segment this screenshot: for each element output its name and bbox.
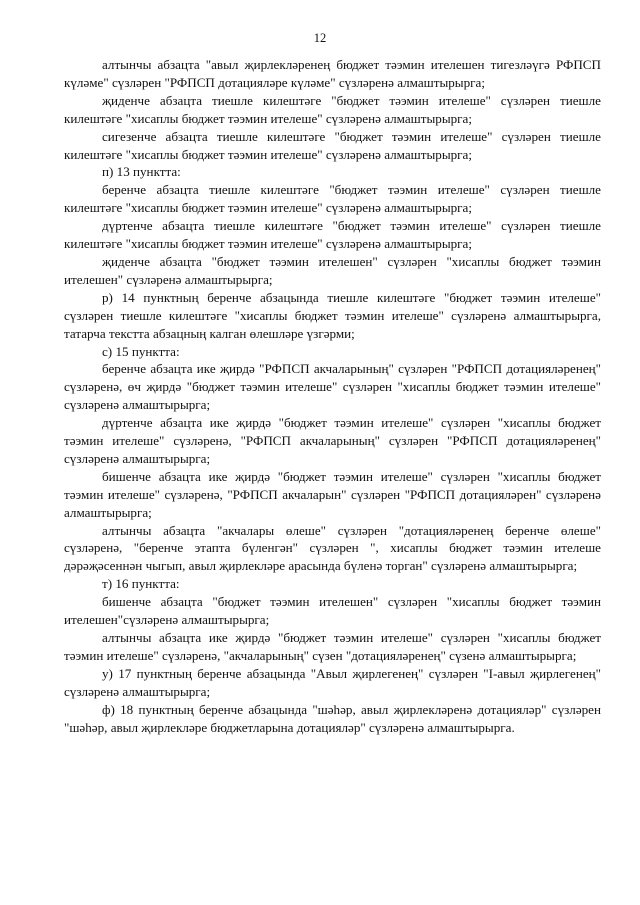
paragraph: бишенче абзацта ике җирдә "бюджет тәэмин ителеше" сүзләрен "хисаплы бюджет тәэмин ителеше" сүзләренә, "РФПСП акчаларын" сүзләрен "РФПСП дотацияләрен" сүзләренә алмаштырырга; [64,468,601,520]
page-number: 12 [313,31,327,45]
paragraph: бишенче абзацта "бюджет тәэмин ителешен" сүзләрен "хисаплы бюджет тәэмин ителешен"сүзләренә алмаштырырга; [64,594,601,628]
paragraph: беренче абзацта тиешле килештәге "бюджет тәэмин ителеше" сүзләрен тиешле килештәге "хисаплы бюджет тәэмин ителеше" сүзләренә алмаштырырга; [64,182,601,216]
paragraph: алтынчы абзацта ике җирдә "бюджет тәэмин ителеше" сүзләрен "хисаплы бюджет тәэмин ителеше" сүзләренә, "акчаларының" сүзен "дотацияләренең" сүзенә алмаштырырга; [64,630,601,663]
subpoint-heading: п) 13 пунктта: [102,164,181,180]
subpoint-heading: т) 16 пунктта: [102,576,180,592]
paragraph: дүртенче абзацта тиешле килештәге "бюджет тәэмин ителеше" сүзләрен тиешле килештәге "хисаплы бюджет тәэмин ителеше" сүзләренә алмаштырырга; [64,218,601,252]
paragraph: алтынчы абзацта "акчалары өлеше" сүзләрен "дотацияләренең беренче өлеше" сүзләренә, "беренче этапта бүленгән" сүзләрен ", хисаплы бюджет тәэмин ителеше дәрәҗәсеннән чыгып, авыл җирлекләре арасында бүленә торган" сүзләренә алмаштырырга; [64,522,601,574]
paragraph: р) 14 пунктның беренче абзацында тиешле килештәге "бюджет тәэмин ителеше" сүзләрен тиешле килештәге "хисаплы бюджет тәэмин ителеше" сүзләренә алмаштырырга, татарча текстта абзацның калган өлешләре үзгәрми; [64,289,601,341]
subpoint-heading: с) 15 пунктта: [102,343,180,359]
paragraph: беренче абзацта ике җирдә "РФПСП акчаларының" сүзләрен "РФПСП дотацияләренең" сүзләренә, өч җирдә "бюджет тәэмин ителеше" сүзләрен "хисаплы бюджет тәэмин ителеше" сүзләренә алмаштырырга; [64,361,601,413]
paragraph: җиденче абзацта "бюджет тәэмин ителешен" сүзләрен "хисаплы бюджет тәэмин ителешен" сүзләренә алмаштырырга; [64,253,601,287]
paragraph: у) 17 пунктның беренче абзацында "Авыл җирлегенең" сүзләрен "I-авыл җирлегенең" сүзләренә алмаштырырга; [64,665,601,699]
paragraph: җиденче абзацта тиешле килештәге "бюджет тәэмин ителеше" сүзләрен тиешле килештәге "хисаплы бюджет тәэмин ителеше" сүзләренә алмаштырырга; [64,92,601,126]
paragraph: дүртенче абзацта ике җирдә "бюджет тәэмин ителеше" сүзләрен "хисаплы бюджет тәэмин ителеше" сүзләренә, "РФПСП акчаларының" сүзләрен "РФПСП дотацияләренең" сүзләренә алмаштырырга; [64,415,601,466]
paragraph: алтынчы абзацта "авыл җирлекләренең бюджет тәэмин ителешен тигезләүгә РФПСП күләме" сүзләрен "РФПСП дотацияләре күләме" сүзләренә алмаштырырга; [64,57,601,90]
paragraph: сигезенче абзацта тиешле килештәге "бюджет тәэмин ителеше" сүзләрен тиешле килештәге "хисаплы бюджет тәэмин ителеше" сүзләренә алмаштырырга; [64,128,601,162]
paragraph: ф) 18 пунктның беренче абзацында "шәһәр, авыл җирлекләренә дотацияләр" сүзләрен "шәһәр, авыл җирлекләре бюджетларына дотацияләр" сүзләренә алмаштырырга. [64,701,601,735]
document-body [64,56,601,736]
